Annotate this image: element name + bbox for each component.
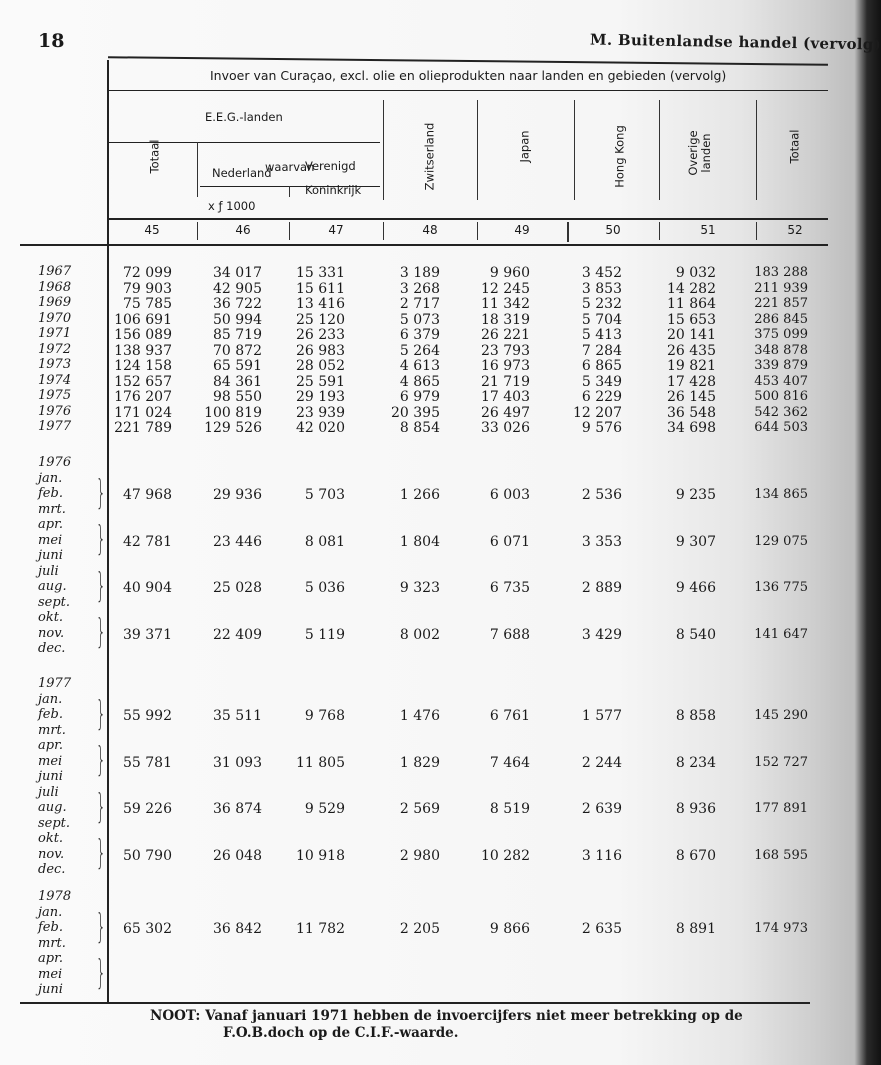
unit-label: x ƒ 1000 [208, 199, 256, 213]
table-cell: 26 145 [667, 389, 716, 405]
col-header-hong-kong: Hong Kong [612, 125, 627, 188]
table-cell: 9 466 [675, 580, 716, 596]
table-cell: 15 331 [296, 265, 345, 281]
table-cell: 23 939 [296, 404, 345, 421]
table-cell: 1 266 [399, 487, 440, 503]
table-cell: 500 816 [754, 389, 808, 404]
table-cell: 10 918 [296, 847, 345, 864]
table-cell: 23 446 [213, 533, 262, 550]
table-cell: 34 017 [213, 265, 262, 281]
month-label: okt. [38, 610, 64, 625]
note-label: NOOT: [150, 1008, 201, 1024]
table-cell: 9 323 [399, 580, 440, 596]
month-label: juni [38, 769, 63, 784]
month-label: apr. [38, 517, 63, 532]
table-cell: 42 781 [123, 533, 172, 550]
table-cell: 8 519 [489, 801, 530, 817]
table-cell: 8 540 [675, 626, 716, 643]
table-cell: 2 569 [399, 801, 440, 817]
table-cell: 5 073 [399, 311, 440, 328]
year-label: 1976 [38, 455, 72, 470]
table-cell: 6 761 [489, 708, 530, 724]
table-cell: 156 089 [114, 327, 172, 343]
table-cell: 40 904 [123, 580, 172, 596]
table-cell: 174 973 [754, 921, 808, 936]
table-cell: 152 727 [754, 754, 808, 770]
brace-icon: } [95, 786, 106, 827]
table-cell: 2 717 [399, 296, 440, 312]
table-cell: 65 591 [213, 358, 262, 374]
table-cell: 6 735 [489, 580, 530, 596]
table-cell: 18 319 [481, 311, 530, 328]
table-cell: 129 526 [204, 420, 262, 436]
table-cell: 3 853 [581, 280, 622, 297]
table-cell: 35 511 [213, 708, 262, 724]
table-cell: 168 595 [754, 847, 808, 863]
table-cell: 152 657 [114, 373, 172, 390]
column-number: 50 [605, 223, 621, 237]
table-cell: 9 866 [489, 921, 530, 937]
divider [20, 244, 828, 246]
table-cell: 211 939 [754, 280, 808, 296]
table-title: Invoer van Curaçao, excl. olie en olieprodukten naar landen en gebieden (vervolg) [210, 68, 727, 83]
brace-icon: } [95, 565, 106, 606]
table-cell: 1 829 [399, 754, 440, 771]
table-cell: 59 226 [123, 801, 172, 817]
table-cell: 28 052 [296, 358, 345, 374]
note-line-1: Vanaf januari 1971 hebben de invoercijfers niet meer betrekking op de [205, 1008, 743, 1024]
month-label: feb. [38, 920, 63, 935]
divider [567, 222, 569, 242]
table-cell: 23 793 [481, 342, 530, 359]
table-cell: 5 704 [581, 311, 622, 328]
brace-icon: } [95, 612, 106, 652]
table-cell: 3 353 [581, 533, 622, 550]
table-cell: 542 362 [754, 404, 808, 420]
month-label: mei [38, 966, 63, 982]
col-header-japan: Japan [517, 130, 532, 163]
table-cell: 6 003 [489, 487, 530, 503]
table-cell: 176 207 [114, 389, 172, 405]
month-label: mrt. [38, 501, 66, 517]
table-cell: 11 805 [296, 754, 345, 771]
table-cell: 21 719 [481, 373, 530, 390]
month-label: jan. [38, 904, 63, 920]
month-label: juli [38, 784, 59, 800]
divider [197, 222, 198, 240]
table-cell: 1 476 [399, 708, 440, 724]
table-cell: 4 865 [399, 373, 440, 390]
divider [756, 100, 757, 200]
table-cell: 8 670 [675, 847, 716, 864]
month-label: mrt. [38, 722, 66, 738]
table-cell: 134 865 [754, 487, 808, 502]
table-cell: 33 026 [481, 420, 530, 436]
table-cell: 9 768 [304, 708, 345, 724]
table-cell: 183 288 [754, 265, 808, 280]
page-number: 18 [38, 30, 65, 52]
table-cell: 17 428 [667, 373, 716, 390]
month-label: juni [38, 548, 63, 563]
table-cell: 12 245 [481, 280, 530, 297]
table-cell: 2 205 [399, 921, 440, 937]
table-cell: 42 020 [296, 420, 345, 436]
column-number: 46 [235, 223, 251, 237]
divider [289, 222, 290, 240]
table-cell: 25 591 [296, 373, 345, 390]
column-number: 49 [514, 223, 530, 237]
table-cell: 6 979 [399, 389, 440, 405]
table-cell: 50 994 [213, 311, 262, 328]
table-cell: 136 775 [754, 580, 808, 595]
table-cell: 8 854 [399, 420, 440, 436]
table-cell: 6 071 [489, 533, 530, 550]
table-cell: 1 577 [581, 708, 622, 724]
table-cell: 106 691 [114, 311, 172, 328]
table-cell: 25 120 [296, 311, 345, 328]
table-cell: 25 028 [213, 580, 262, 596]
month-label: sept. [38, 594, 71, 610]
divider [383, 222, 384, 240]
table-cell: 14 282 [667, 280, 716, 297]
table-cell: 3 452 [581, 265, 622, 281]
year-label: 1977 [38, 676, 72, 691]
table-cell: 26 221 [481, 327, 530, 343]
year-label: 1973 [38, 357, 72, 372]
footnote [150, 1008, 790, 1042]
table-cell: 10 282 [481, 847, 530, 864]
table-cell: 36 548 [667, 404, 716, 421]
table-cell: 9 235 [675, 487, 716, 503]
month-label: dec. [38, 862, 66, 877]
month-label: mrt. [38, 935, 66, 951]
table-cell: 177 891 [754, 801, 808, 816]
divider [108, 90, 828, 91]
year-label: 1969 [38, 295, 72, 310]
year-label: 1968 [38, 279, 72, 295]
year-label: 1977 [38, 419, 72, 434]
table-cell: 85 719 [213, 327, 262, 343]
year-label: 1974 [38, 372, 72, 388]
table-cell: 31 093 [213, 754, 262, 771]
table-cell: 6 229 [581, 389, 622, 405]
table-cell: 286 845 [754, 311, 808, 327]
col-header-totaal: Totaal [787, 129, 802, 164]
divider [477, 222, 478, 240]
month-label: mei [38, 753, 63, 769]
table-cell: 79 903 [123, 280, 172, 297]
month-label: aug. [38, 800, 67, 815]
table-cell: 70 872 [213, 342, 262, 359]
col-header-nederland: Nederland [212, 166, 272, 180]
table-cell: 5 232 [581, 296, 622, 312]
col-header-vk: Verenigd Koninkrijk [305, 159, 362, 197]
table-cell: 42 905 [213, 280, 262, 297]
table-cell: 171 024 [114, 404, 172, 421]
column-number: 48 [422, 223, 438, 237]
table-cell: 2 635 [581, 921, 622, 937]
group-eeg-header: E.E.G.-landen [205, 110, 283, 124]
note-line-2: F.O.B.doch op de C.I.F.-waarde. [223, 1025, 459, 1041]
divider [289, 186, 290, 197]
table-cell: 8 002 [399, 626, 440, 643]
table-cell: 15 611 [296, 280, 345, 297]
table-cell: 5 413 [581, 327, 622, 343]
column-number: 52 [787, 223, 803, 237]
table-cell: 11 342 [481, 296, 530, 312]
table-cell: 2 889 [581, 580, 622, 596]
table-top-rule [108, 56, 828, 66]
table-cell: 138 937 [114, 342, 172, 359]
col-header-overige: Overige landen [686, 130, 713, 176]
table-cell: 11 864 [667, 296, 716, 312]
col-header-zwitserland: Zwitserland [422, 122, 437, 191]
waarvan-header: waarvan [265, 160, 315, 174]
table-cell: 5 349 [581, 373, 622, 390]
table-cell: 221 857 [754, 296, 808, 311]
table-cell: 9 529 [304, 801, 345, 817]
table-cell: 34 698 [667, 420, 716, 436]
table-cell: 26 048 [213, 847, 262, 864]
table-cell: 8 234 [675, 754, 716, 771]
year-label: 1975 [38, 388, 72, 403]
year-label: 1976 [38, 403, 72, 419]
month-label: apr. [38, 951, 63, 966]
divider [756, 222, 757, 240]
divider [659, 100, 660, 200]
year-label: 1967 [38, 264, 72, 279]
month-label: apr. [38, 738, 63, 753]
table-cell: 26 983 [296, 342, 345, 359]
brace-icon: } [95, 953, 106, 993]
table-cell: 98 550 [213, 389, 262, 405]
table-cell: 84 361 [213, 373, 262, 390]
table-cell: 20 395 [391, 404, 440, 421]
table-cell: 29 936 [213, 487, 262, 503]
month-label: nov. [38, 846, 65, 862]
table-cell: 2 244 [581, 754, 622, 771]
table-cell: 36 722 [213, 296, 262, 312]
month-label: feb. [38, 486, 63, 501]
table-cell: 2 980 [399, 847, 440, 864]
table-cell: 6 379 [399, 327, 440, 343]
divider [108, 218, 828, 220]
table-cell: 1 804 [399, 533, 440, 550]
col-header-totaal-eeg: Totaal [147, 139, 162, 174]
brace-icon: } [95, 833, 106, 873]
divider [477, 100, 478, 200]
table-cell: 39 371 [123, 626, 172, 643]
column-number: 51 [700, 223, 716, 237]
divider [197, 142, 198, 197]
year-label: 1971 [38, 326, 72, 341]
column-number: 47 [328, 223, 344, 237]
month-label: dec. [38, 641, 66, 656]
table-cell: 29 193 [296, 389, 345, 405]
month-label: juni [38, 982, 63, 997]
year-label: 1972 [38, 341, 72, 357]
table-cell: 348 878 [754, 342, 808, 358]
table-cell: 17 403 [481, 389, 530, 405]
table-cell: 375 099 [754, 327, 808, 342]
table-cell: 145 290 [754, 708, 808, 723]
month-label: feb. [38, 707, 63, 722]
month-label: juli [38, 563, 59, 579]
divider [383, 100, 384, 200]
table-cell: 15 653 [667, 311, 716, 328]
table-cell: 55 781 [123, 754, 172, 771]
table-cell: 339 879 [754, 358, 808, 373]
brace-icon: } [95, 906, 106, 947]
table-cell: 8 891 [675, 921, 716, 937]
table-cell: 22 409 [213, 626, 262, 643]
table-cell: 5 264 [399, 342, 440, 359]
table-cell: 75 785 [123, 296, 172, 312]
table-cell: 3 116 [581, 847, 622, 864]
table-cell: 55 992 [123, 708, 172, 724]
table-cell: 7 284 [581, 342, 622, 359]
table-cell: 453 407 [754, 373, 808, 389]
table-cell: 5 119 [304, 626, 345, 643]
divider [574, 100, 575, 200]
brace-icon: } [95, 519, 106, 559]
table-cell: 7 688 [489, 626, 530, 643]
table-cell: 2 639 [581, 801, 622, 817]
table-cell: 36 842 [213, 921, 262, 937]
brace-icon: } [95, 740, 106, 780]
table-cell: 9 307 [675, 533, 716, 550]
table-cell: 13 416 [296, 296, 345, 312]
table-cell: 8 081 [304, 533, 345, 550]
table-cell: 9 960 [489, 265, 530, 281]
table-cell: 5 703 [304, 487, 345, 503]
table-cell: 6 865 [581, 358, 622, 374]
month-label: jan. [38, 691, 63, 707]
table-cell: 7 464 [489, 754, 530, 771]
table-cell: 221 789 [114, 420, 172, 436]
table-cell: 129 075 [754, 533, 808, 549]
table-cell: 9 576 [581, 420, 622, 436]
table-cell: 8 936 [675, 801, 716, 817]
table-cell: 36 874 [213, 801, 262, 817]
month-label: jan. [38, 470, 63, 486]
table-cell: 3 429 [581, 626, 622, 643]
table-cell: 124 158 [114, 358, 172, 374]
table-cell: 26 233 [296, 327, 345, 343]
table-cell: 47 968 [123, 487, 172, 503]
table-cell: 8 858 [675, 708, 716, 724]
table-cell: 50 790 [123, 847, 172, 864]
table-cell: 5 036 [304, 580, 345, 596]
year-label: 1978 [38, 889, 72, 904]
table-cell: 12 207 [573, 404, 622, 421]
column-number: 45 [144, 223, 160, 237]
table-cell: 644 503 [754, 420, 808, 435]
table-cell: 26 497 [481, 404, 530, 421]
table-cell: 3 189 [399, 265, 440, 281]
brace-icon: } [95, 693, 106, 734]
section-title: M. Buitenlandse handel (vervolg) [589, 30, 881, 54]
table-cell: 3 268 [399, 280, 440, 297]
table-cell: 141 647 [754, 626, 808, 642]
table-cell: 100 819 [204, 404, 262, 421]
month-label: sept. [38, 815, 71, 831]
table-cell: 16 973 [481, 358, 530, 374]
table-cell: 11 782 [296, 921, 345, 937]
table-cell: 2 536 [581, 487, 622, 503]
table-bottom-rule [20, 1002, 810, 1004]
month-label: aug. [38, 579, 67, 594]
brace-icon: } [95, 472, 106, 513]
table-cell: 4 613 [399, 358, 440, 374]
table-cell: 65 302 [123, 921, 172, 937]
table-cell: 20 141 [667, 327, 716, 343]
table-cell: 26 435 [667, 342, 716, 359]
year-label: 1970 [38, 310, 72, 326]
table-cell: 19 821 [667, 358, 716, 374]
table-cell: 9 032 [675, 265, 716, 281]
table-cell: 72 099 [123, 265, 172, 281]
month-label: okt. [38, 831, 64, 846]
month-label: nov. [38, 625, 65, 641]
divider [659, 222, 660, 240]
month-label: mei [38, 532, 63, 548]
